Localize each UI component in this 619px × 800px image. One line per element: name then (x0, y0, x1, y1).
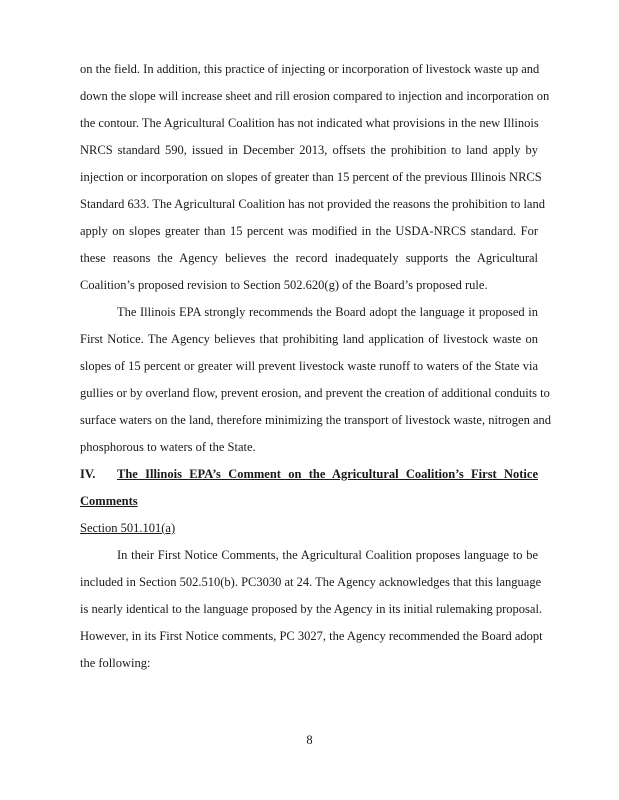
text-line: included in Section 502.510(b). PC3030 at 24. The Agency acknowledges that this language (80, 575, 542, 589)
text-line: Standard 633. The Agricultural Coalition has not provided the reasons the prohibition to land (80, 197, 545, 211)
text-line: the following: (80, 656, 151, 670)
section-numeral: IV. (80, 467, 96, 481)
text-line: The Illinois EPA strongly recommends the Board adopt the language it proposed in (117, 305, 538, 319)
text-line: First Notice. The Agency believes that prohibiting land application of livestock waste on (80, 332, 538, 346)
subheading: Section 501.101(a) (80, 521, 176, 535)
text-line: NRCS standard 590, issued in December 2013, offsets the prohibition to land apply by (80, 143, 538, 157)
text-line: surface waters on the land, therefore minimizing the transport of livestock waste, nitrogen and (80, 413, 552, 427)
text-line: is nearly identical to the language proposed by the Agency in its initial rulemaking proposal. (80, 602, 543, 616)
text-line: However, in its First Notice comments, PC 3027, the Agency recommended the Board adopt (80, 629, 543, 643)
text-line: gullies or by overland flow, prevent erosion, and prevent the creation of additional conduits to (80, 386, 550, 400)
text-line: injection or incorporation on slopes of greater than 15 percent of the previous Illinois NRCS (80, 170, 542, 184)
text-line: In their First Notice Comments, the Agricultural Coalition proposes language to be (117, 548, 538, 562)
text-line: slopes of 15 percent or greater will prevent livestock waste runoff to waters of the State via (80, 359, 538, 373)
text-line: phosphorous to waters of the State. (80, 440, 256, 454)
text-line: Coalition’s proposed revision to Section 502.620(g) of the Board’s proposed rule. (80, 278, 488, 292)
section-heading-line1: The Illinois EPA’s Comment on the Agricultural Coalition’s First Notice (117, 467, 538, 481)
text-line: these reasons the Agency believes the record inadequately supports the Agricultural (80, 251, 538, 265)
text-line: apply on slopes greater than 15 percent was modified in the USDA-NRCS standard. For (80, 224, 538, 238)
page-number: 8 (306, 733, 313, 747)
section-heading-line2: Comments (80, 494, 138, 508)
text-line: on the field. In addition, this practice of injecting or incorporation of livestock waste up and (80, 62, 540, 76)
text-line: the contour. The Agricultural Coalition has not indicated what provisions in the new Illinois (80, 116, 539, 130)
text-line: down the slope will increase sheet and rill erosion compared to injection and incorporation on (80, 89, 550, 103)
